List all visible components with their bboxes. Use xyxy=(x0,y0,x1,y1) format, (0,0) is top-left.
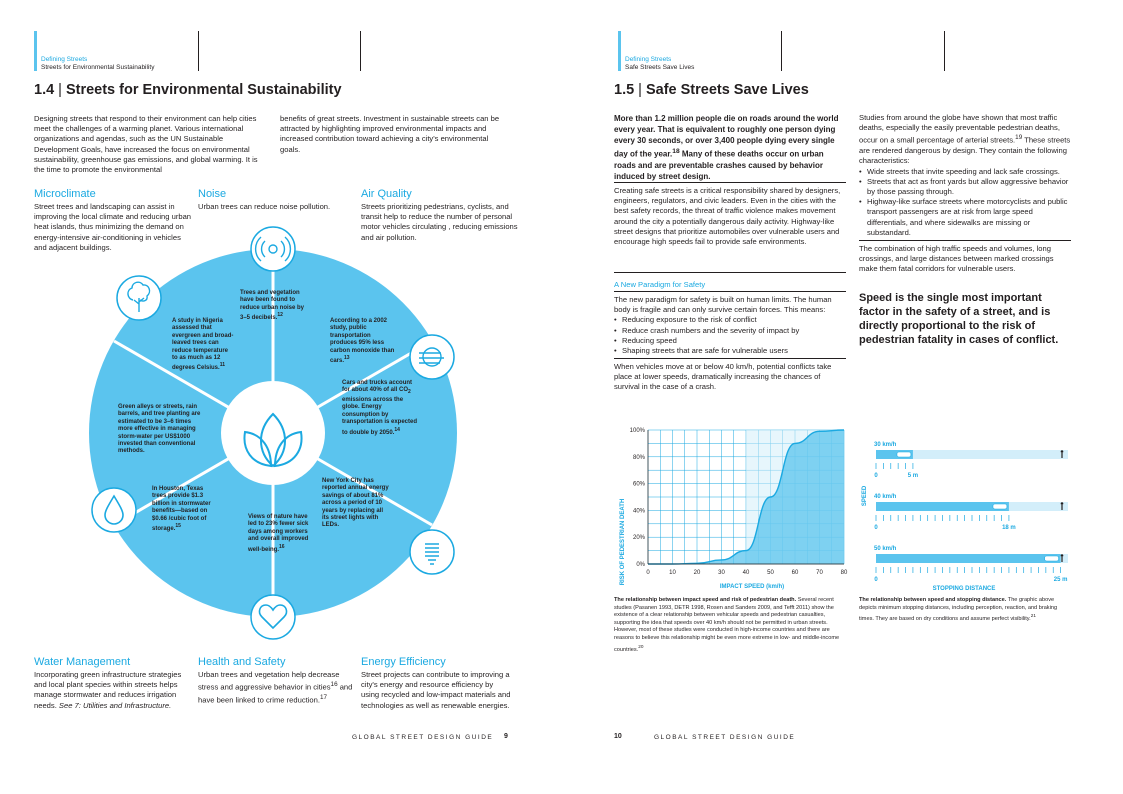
paradigm-heading: A New Paradigm for Safety xyxy=(614,280,706,289)
wedge-nyc-led: New York City has reported annual energy savings of about 81% across a period of 10 years by replacing all its street lights with LEDs. xyxy=(322,478,389,529)
distance-label: 25 m xyxy=(1053,577,1068,583)
breadcrumb-topic: Streets for Environmental Sustainability xyxy=(41,63,155,71)
breadcrumb-section: Defining Streets xyxy=(625,56,672,63)
y-tick-label: 0% xyxy=(636,562,645,568)
x-tick-label: 20 xyxy=(693,570,701,576)
page-number: 9 xyxy=(504,733,508,740)
right-page xyxy=(562,0,1123,794)
stopping-distance-chart xyxy=(858,432,1076,592)
section-title: Streets for Environmental Sustainability xyxy=(65,82,342,98)
stop-plot xyxy=(874,442,1068,583)
breadcrumb-topic: Safe Streets Save Lives xyxy=(625,63,695,71)
fatal-corridors-text: The combination of high traffic speeds and volumes, long crossings, and large distances between marked crossings make them fatal corridors for vulnerable users. xyxy=(859,244,1054,274)
pedestrian-icon xyxy=(1061,554,1064,557)
air-quality-text: Streets prioritizing pedestrians, cyclists, and transit help to reduce the number of personal motor vehicles circulating , reducing emissions and air pollution. xyxy=(361,202,518,242)
stop-y-axis-label: SPEED xyxy=(862,485,868,507)
section-title: Safe Streets Save Lives xyxy=(645,82,809,98)
left-page xyxy=(0,0,561,794)
zero-label: 0 xyxy=(874,525,878,531)
risk-x-axis-label: IMPACT SPEED (km/h) xyxy=(719,584,785,590)
wedge-co2: Cars and trucks account for about 40% of all $CO_2$ emissions across the globe. Energy consumption by transportation is expected to double by 2050.14 xyxy=(342,380,418,436)
y-tick-label: 80% xyxy=(632,454,645,461)
wedge-views-of-nature: Views of nature have led to 23% fewer sick days among workers and overall improved well-being.$^{16}$ xyxy=(248,514,309,553)
distance-label: 18 m xyxy=(1002,525,1016,531)
stop-x-axis-label: STOPPING DISTANCE xyxy=(932,586,996,592)
energy-efficiency-text: Street projects can contribute to improving a city's energy and resource efficiency by using recycled and low-impact materials and technologies as well as renewable energies. xyxy=(361,670,511,710)
wedge-houston: In Houston, Texas trees provide $1.3 billion in stormwater benefits—based on $0.66 /cubic foot of storage.$^{15}$ xyxy=(152,486,211,533)
list-item: • Wide streets that invite speeding and lack safe crossings. xyxy=(859,167,1071,177)
paradigm-list xyxy=(614,315,846,356)
distance-bar xyxy=(876,554,1061,563)
water-management-text: Incorporating green infrastructure strategies and local plant species within streets helps manage stormwater and reduces irrigation needs. See 7: Utilities and Infrastructure. xyxy=(34,670,182,710)
risk-chart-caption: The relationship between impact speed and risk of pedestrian death. Several recent studies (Pasanen 1993, DETR 1998, Rosen and Sanders 2009, and Tefft 2011) show the existence of a clear relationship between vehicular speeds and pedestrian casualties, supporting the idea that speeds over 40 km/h should not be permitted in urban streets. However, most of these studies were conducted in high-income countries and there are reasons to believe this relationship might be even more extreme in low- and middle-income countries.$^{20}$ xyxy=(614,597,840,653)
divider xyxy=(614,358,846,359)
list-item: • Highway-like surface streets where motorcyclists and public transport passengers are at risk from large speed differentials, and where sidewalks are missing or substandard. xyxy=(859,197,1071,238)
list-item: • Reduce crash numbers and the severity of impact by xyxy=(614,326,846,336)
distance-label: 5 m xyxy=(907,473,919,479)
risk-plot xyxy=(630,428,848,576)
noise-text: Urban trees can reduce noise pollution. xyxy=(198,202,331,211)
energy-efficiency-heading: Energy Efficiency xyxy=(361,656,446,668)
speed-label: 50 km/h xyxy=(874,546,897,552)
car-icon xyxy=(993,504,1007,509)
breadcrumb-section: Defining Streets xyxy=(41,56,88,63)
divider xyxy=(614,272,846,273)
footer-title: GLOBAL STREET DESIGN GUIDE xyxy=(654,734,796,741)
y-tick-label: 40% xyxy=(632,508,645,515)
safe-streets-paragraph: Creating safe streets is a critical responsibility shared by designers, engineers, regulators, and civic leaders. Even in the cities with the best safety records, the threat of traffic violence makes movement around the city a potentially dangerous daily activity. Highway-like street designs that prioritize automobiles over vulnerable users and encourage high speeds fail to provide safe environments. xyxy=(614,186,841,247)
divider xyxy=(859,240,1071,241)
footer-title: GLOBAL STREET DESIGN GUIDE xyxy=(352,734,494,741)
section-number: 1.4 xyxy=(34,82,55,98)
risk-of-death-chart xyxy=(614,420,858,592)
wheel-center xyxy=(221,381,325,485)
health-safety-text: Urban trees and vegetation help decrease stress and aggressive behavior in cities$^{16}$ and have been linked to crime reduction.$^{17}$ xyxy=(198,670,353,705)
pedestrian-icon xyxy=(1061,502,1064,505)
list-item: • Shaping streets that are safe for vulnerable users xyxy=(614,346,846,356)
divider xyxy=(614,182,846,183)
y-tick-label: 100% xyxy=(629,428,645,434)
x-tick-label: 60 xyxy=(791,570,799,576)
page-title: 1.4 | Streets for Environmental Sustainability xyxy=(34,82,342,98)
list-item: • Reducing exposure to the risk of conflict xyxy=(614,315,846,325)
page-number: 10 xyxy=(614,733,622,740)
x-tick-label: 30 xyxy=(718,570,725,576)
section-number: 1.5 xyxy=(614,82,635,98)
y-tick-label: 60% xyxy=(632,481,645,488)
car-icon xyxy=(1045,556,1059,561)
header-divider xyxy=(781,31,782,71)
wedge-noise: Trees and vegetation have been found to reduce urban noise by 3–5 decibels.$^{12}$ xyxy=(240,290,305,322)
pedestrian-icon xyxy=(1061,450,1064,453)
page-title: 1.5 | Safe Streets Save Lives xyxy=(614,82,809,98)
stopping-chart-caption: The relationship between speed and stopping distance. The graphic above depicts minimum stopping distances, including perception, reaction, and braking times. They are based on dry conditions and assume perfect visibility.$^{21}$ xyxy=(859,597,1058,623)
x-tick-label: 10 xyxy=(669,570,676,576)
lead-paragraph: More than 1.2 million people die on roads around the world every year. That is equivalent to roughly one person dying every 30 seconds, or over 3,400 people dying every single day of the year.$^{18}$ Many of these deaths occur on urban roads and are preventable crashes caused by behavior induced by street design. xyxy=(614,114,839,181)
water-management-heading: Water Management xyxy=(34,656,131,668)
health-safety-heading: Health and Safety xyxy=(198,656,286,668)
x-tick-label: 80 xyxy=(840,570,848,576)
list-item: • Streets that act as front yards but allow aggressive behavior by those passing through. xyxy=(859,177,1071,197)
microclimate-text: Street trees and landscaping can assist in improving the local climate and reducing urban heat islands, thus minimizing the demand on energy-intensive air-conditioning in vehicles and adjacent buildings. xyxy=(34,202,192,252)
x-tick-label: 40 xyxy=(742,570,750,576)
list-item: • Reducing speed xyxy=(614,336,846,346)
header-divider xyxy=(944,31,945,71)
intro-column-2: benefits of great streets. Investment in sustainable streets can be attracted by highlighting improved environmental impacts and increased contribution toward achieving a city's environmental goals. xyxy=(280,114,500,154)
y-tick-label: 20% xyxy=(632,535,645,542)
characteristics-list xyxy=(859,167,1071,238)
noise-heading: Noise xyxy=(198,188,227,200)
zero-label: 0 xyxy=(874,577,878,583)
x-tick-label: 50 xyxy=(767,570,774,576)
paradigm-text: The new paradigm for safety is built on human limits. The human body is fragile and can only survive certain forces. This means: • Reducing exposure to the risk of conflict • Reduce crash numbers and the severity of impact by • Reducing speed • Shaping streets that are safe for vulnerable users xyxy=(614,295,846,356)
x-tick-label: 70 xyxy=(816,570,823,576)
breadcrumb-bar xyxy=(618,31,621,71)
distance-bar xyxy=(876,502,1009,511)
microclimate-heading: Microclimate xyxy=(34,188,96,200)
arterial-streets-text: Studies from around the globe have shown that most traffic deaths, especially the easily preventable pedestrian deaths, occur on a small percentage of arterial streets.$^{19}$ These streets are rendered dangerous by design. They contain the following characteristics: • Wide streets that invite speeding and lack safe crossings. • Streets that act as front yards but allow aggressive behavior by those passing through. • Highway-like surface streets where motorcyclists and public transport passengers are at risk from large speed differentials, and where sidewalks are missing or substandard. xyxy=(859,113,1071,238)
risk-y-axis-label: RISK OF PEDESTRIAN DEATH xyxy=(620,498,626,586)
speed-label: 40 km/h xyxy=(874,494,897,500)
speed-label: 30 km/h xyxy=(874,442,897,448)
wedge-carbon-monoxide: According to a 2002 study, public transportation produces 95% less carbon monoxide than cars.$^{13}$ xyxy=(330,318,395,365)
pull-quote: Speed is the single most important factor in the safety of a street, and is directly proportional to the risk of pedestrian fatality in cases of conflict. xyxy=(859,292,1059,346)
zero-label: 0 xyxy=(874,473,878,479)
air-quality-heading: Air Quality xyxy=(361,188,412,200)
wedge-nigeria: A study in Nigeria assessed that evergreen and broad-leaved trees can reduce temperature to as much as 12 degrees Celsius.$^{11}$ xyxy=(172,318,234,372)
speed-paragraph: When vehicles move at or below 40 km/h, potential conflicts take place at lower speeds, dramatically increasing the chances of survival in the case of a crash. xyxy=(614,362,832,392)
divider xyxy=(614,291,846,292)
x-tick-label: 0 xyxy=(646,570,650,576)
intro-column-1: Designing streets that respond to their environment can help cities meet the challenges of a warming planet. Various international organizations and agendas, such as the UN Sustainable Development Goals, have increased the focus on environmental sustainability, greenhouse gas emissions, and global warming. It is the time to promote the environmental xyxy=(34,114,258,175)
car-icon xyxy=(897,452,911,457)
wedge-green-alleys: Green alleys or streets, rain barrels, and tree planting are estimated to be 3–6 times more effective in managing storm-water per US$1000 invested than conventional methods. xyxy=(118,404,201,455)
